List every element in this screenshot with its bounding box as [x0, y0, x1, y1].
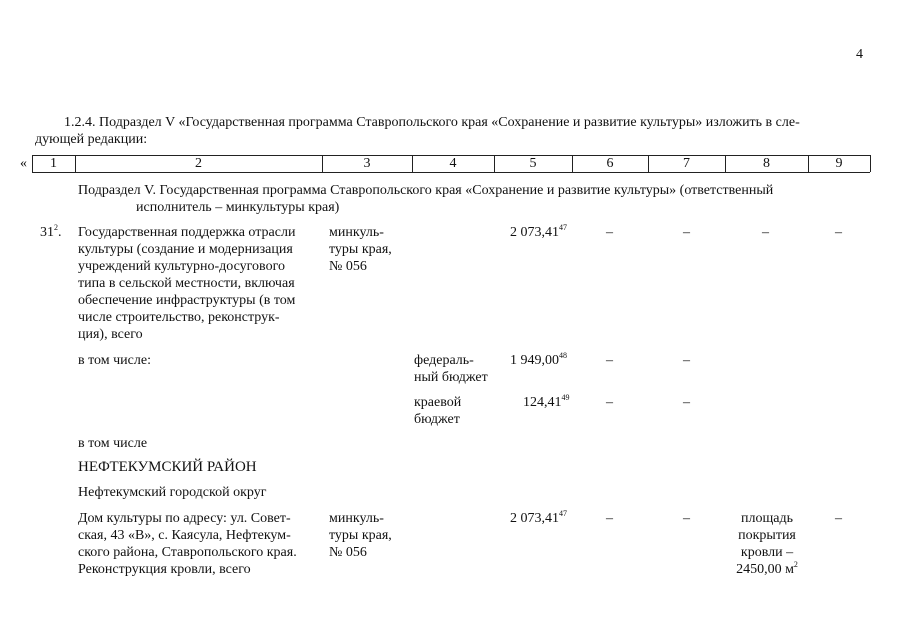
house-executor-line: минкуль- [329, 511, 384, 526]
federal-amount: 1 949,00$^{48}$ [510, 351, 567, 368]
house-amount: 2 073,41$^{47}$ [510, 509, 567, 526]
subsection-line-1: Подраздел V. Государственная программа Ставропольского края «Сохранение и развитие культуры» (ответственный [78, 183, 774, 198]
row-number: $31^2$. [40, 223, 62, 240]
house-executor-line: № 056 [329, 545, 367, 560]
row-name-line: типа в сельской местности, включая [78, 276, 295, 291]
municipality-heading: Нефтекумский городской округ [78, 485, 267, 500]
house-name-line: Дом культуры по адресу: ул. Совет- [78, 511, 291, 526]
row-executor-line: туры края, [329, 242, 392, 257]
header-col-6: 6 [606, 156, 614, 171]
header-divider [870, 155, 871, 172]
house-result-line: площадь [741, 511, 793, 526]
incl-label-2: в том числе [78, 436, 148, 451]
row-executor-line: минкуль- [329, 225, 384, 240]
federal-dash-col-7: – [683, 353, 690, 368]
row-name-line: учреждений культурно-досугового [78, 259, 285, 274]
house-result-line: покрытия [738, 528, 796, 543]
house-dash-col-9: – [835, 511, 842, 526]
row-name-line: Государственная поддержка отрасли [78, 225, 296, 240]
regional-amount: 124,41$^{49}$ [523, 393, 570, 410]
header-col-2: 2 [195, 156, 202, 171]
header-col-3: 3 [363, 156, 371, 171]
table-open-quote: « [20, 156, 27, 171]
page-number: 4 [856, 47, 863, 62]
row-dash-col-6: – [606, 225, 613, 240]
regional-dash-col-7: – [683, 395, 690, 410]
row-dash-col-7: – [683, 225, 690, 240]
header-col-8: 8 [763, 156, 770, 171]
row-name-line: культуры (создание и модернизация [78, 242, 293, 257]
district-heading: НЕФТЕКУМСКИЙ РАЙОН [78, 459, 257, 475]
row-dash-col-9: – [835, 225, 842, 240]
row-executor-line: № 056 [329, 259, 367, 274]
federal-dash-col-6: – [606, 353, 613, 368]
header-col-1: 1 [50, 156, 57, 171]
house-name-line: Реконструкция кровли, всего [78, 562, 251, 577]
regional-budget-line: краевой [414, 395, 462, 410]
house-executor-line: туры края, [329, 528, 392, 543]
subsection-line-2: исполнитель – минкультуры края) [136, 200, 340, 215]
house-name-line: ская, 43 «В», с. Каясула, Нефтекум- [78, 528, 291, 543]
intro-line-2: дующей редакции: [35, 132, 148, 147]
intro-line-1: 1.2.4. Подраздел V «Государственная программа Ставропольского края «Сохранение и развитие культуры» изложить в сле- [64, 115, 800, 130]
regional-dash-col-6: – [606, 395, 613, 410]
header-col-4: 4 [449, 156, 457, 171]
row-name-line: обеспечение инфраструктуры (в том [78, 293, 296, 308]
header-col-7: 7 [683, 156, 690, 171]
house-result-area: 2450,00 $м^2$ [736, 560, 798, 577]
row-amount: 2 073,41$^{47}$ [510, 223, 567, 240]
house-dash-col-6: – [606, 511, 613, 526]
incl-label: в том числе: [78, 353, 151, 368]
regional-budget-line: бюджет [414, 412, 460, 427]
row-name-line: числе строительство, реконструк- [78, 310, 280, 325]
row-dash-col-8: – [762, 225, 769, 240]
federal-budget-line: федераль- [414, 353, 474, 368]
federal-budget-line: ный бюджет [414, 370, 488, 385]
header-col-9: 9 [835, 156, 843, 171]
house-dash-col-7: – [683, 511, 690, 526]
house-result-line: кровли – [740, 545, 794, 560]
header-col-5: 5 [529, 156, 537, 171]
house-name-line: ского района, Ставропольского края. [78, 545, 297, 560]
row-name-line: ция), всего [78, 327, 143, 342]
header-bottom-border [32, 172, 870, 173]
